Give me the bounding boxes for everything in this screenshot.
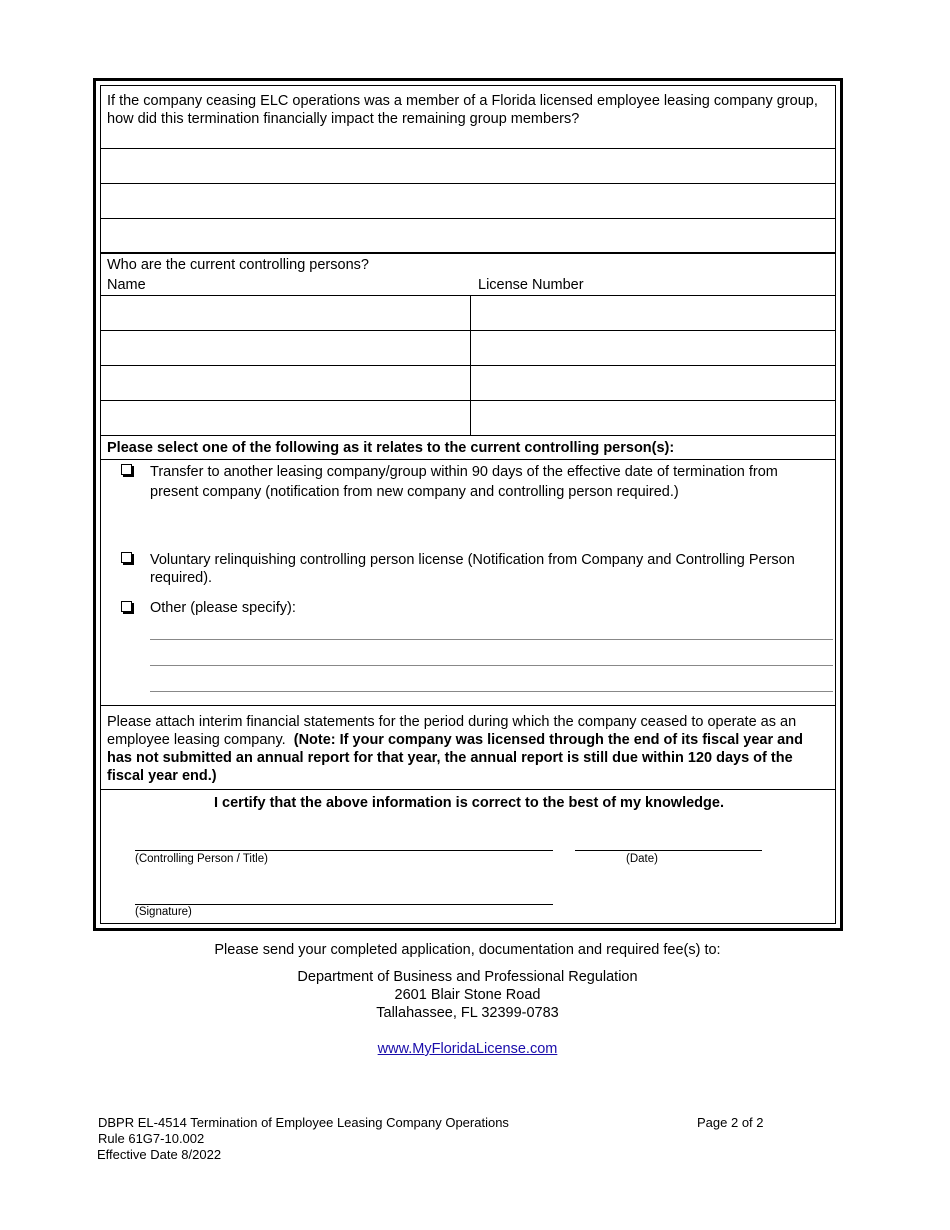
- group-impact-answer-line-2[interactable]: [101, 184, 837, 218]
- controlling-persons-question: Who are the current controlling persons?: [107, 257, 369, 273]
- option-transfer-checkbox[interactable]: [121, 464, 132, 475]
- selection-heading: Please select one of the following as it relates to the current controlling person(s):: [107, 440, 675, 456]
- divider: [101, 459, 835, 460]
- signature-label: (Signature): [135, 906, 192, 918]
- website-link[interactable]: www.MyFloridaLicense.com: [377, 1041, 558, 1057]
- divider: [101, 789, 835, 790]
- footer-page-number: Page 2 of 2: [697, 1115, 764, 1130]
- other-specify-line-1[interactable]: [150, 639, 833, 640]
- controlling-person-name-1[interactable]: [101, 296, 470, 330]
- mailing-address-line-3: Tallahassee, FL 32399-0783: [376, 1005, 559, 1021]
- financial-statements-text: Please attach interim financial statements for the period during which the company ceased to operate as an employee leasing company.: [107, 714, 797, 748]
- financial-statements-note: (Note: If your company was licensed through the end of its fiscal year and has not submitted an annual report for that year, the annual report is still due within 120 days of the fiscal year end.): [107, 732, 803, 784]
- name-column-header: Name: [107, 277, 146, 293]
- controlling-person-license-3[interactable]: [471, 366, 837, 400]
- footer-form-title: DBPR EL-4514 Termination of Employee Leasing Company Operations: [98, 1115, 509, 1130]
- website-row: [0, 1040, 935, 1058]
- license-column-header: License Number: [478, 277, 584, 293]
- option-transfer-label: Transfer to another leasing company/group within 90 days of the effective date of termination from present company (notification from new company and controlling person required.): [150, 464, 778, 500]
- date-label: (Date): [626, 853, 658, 865]
- controlling-person-license-1[interactable]: [471, 296, 837, 330]
- form-frame: [93, 78, 843, 931]
- mailing-instruction: Please send your completed application, documentation and required fee(s) to:: [214, 942, 721, 958]
- controlling-person-license-2[interactable]: [471, 331, 837, 365]
- signature-line[interactable]: [135, 904, 553, 905]
- other-specify-line-3[interactable]: [150, 691, 833, 692]
- controlling-person-name-4[interactable]: [101, 401, 470, 435]
- footer-effective-date: Effective Date 8/2022: [97, 1147, 222, 1162]
- divider: [101, 705, 835, 706]
- controlling-person-title-line[interactable]: [135, 850, 553, 851]
- footer-rule: Rule 61G7-10.002: [98, 1131, 205, 1146]
- controlling-person-name-3[interactable]: [101, 366, 470, 400]
- form-inner: [100, 85, 836, 924]
- controlling-person-license-4[interactable]: [471, 401, 837, 435]
- controlling-person-name-2[interactable]: [101, 331, 470, 365]
- option-other-checkbox[interactable]: [121, 601, 132, 612]
- controlling-person-title-label: (Controlling Person / Title): [135, 853, 268, 865]
- option-relinquish-checkbox[interactable]: [121, 552, 132, 563]
- option-relinquish-label: Voluntary relinquishing controlling person license (Notification from Company and Controlling Person required).: [150, 552, 795, 586]
- mailing-address-line-1: Department of Business and Professional Regulation: [297, 969, 638, 985]
- divider: [101, 435, 835, 436]
- financial-statements-paragraph: [107, 713, 831, 785]
- group-impact-answer-line-1[interactable]: [101, 149, 837, 183]
- option-other-label: Other (please specify):: [150, 600, 296, 616]
- other-specify-line-2[interactable]: [150, 665, 833, 666]
- mailing-address-line-2: 2601 Blair Stone Road: [394, 987, 541, 1003]
- group-impact-question: If the company ceasing ELC operations was a member of a Florida licensed employee leasing company group, how did this termination financially impact the remaining group members?: [107, 93, 818, 127]
- date-line[interactable]: [575, 850, 762, 851]
- group-impact-answer-line-3[interactable]: [101, 219, 837, 252]
- certification-statement: I certify that the above information is correct to the best of my knowledge.: [213, 795, 724, 811]
- section-divider: [101, 252, 835, 254]
